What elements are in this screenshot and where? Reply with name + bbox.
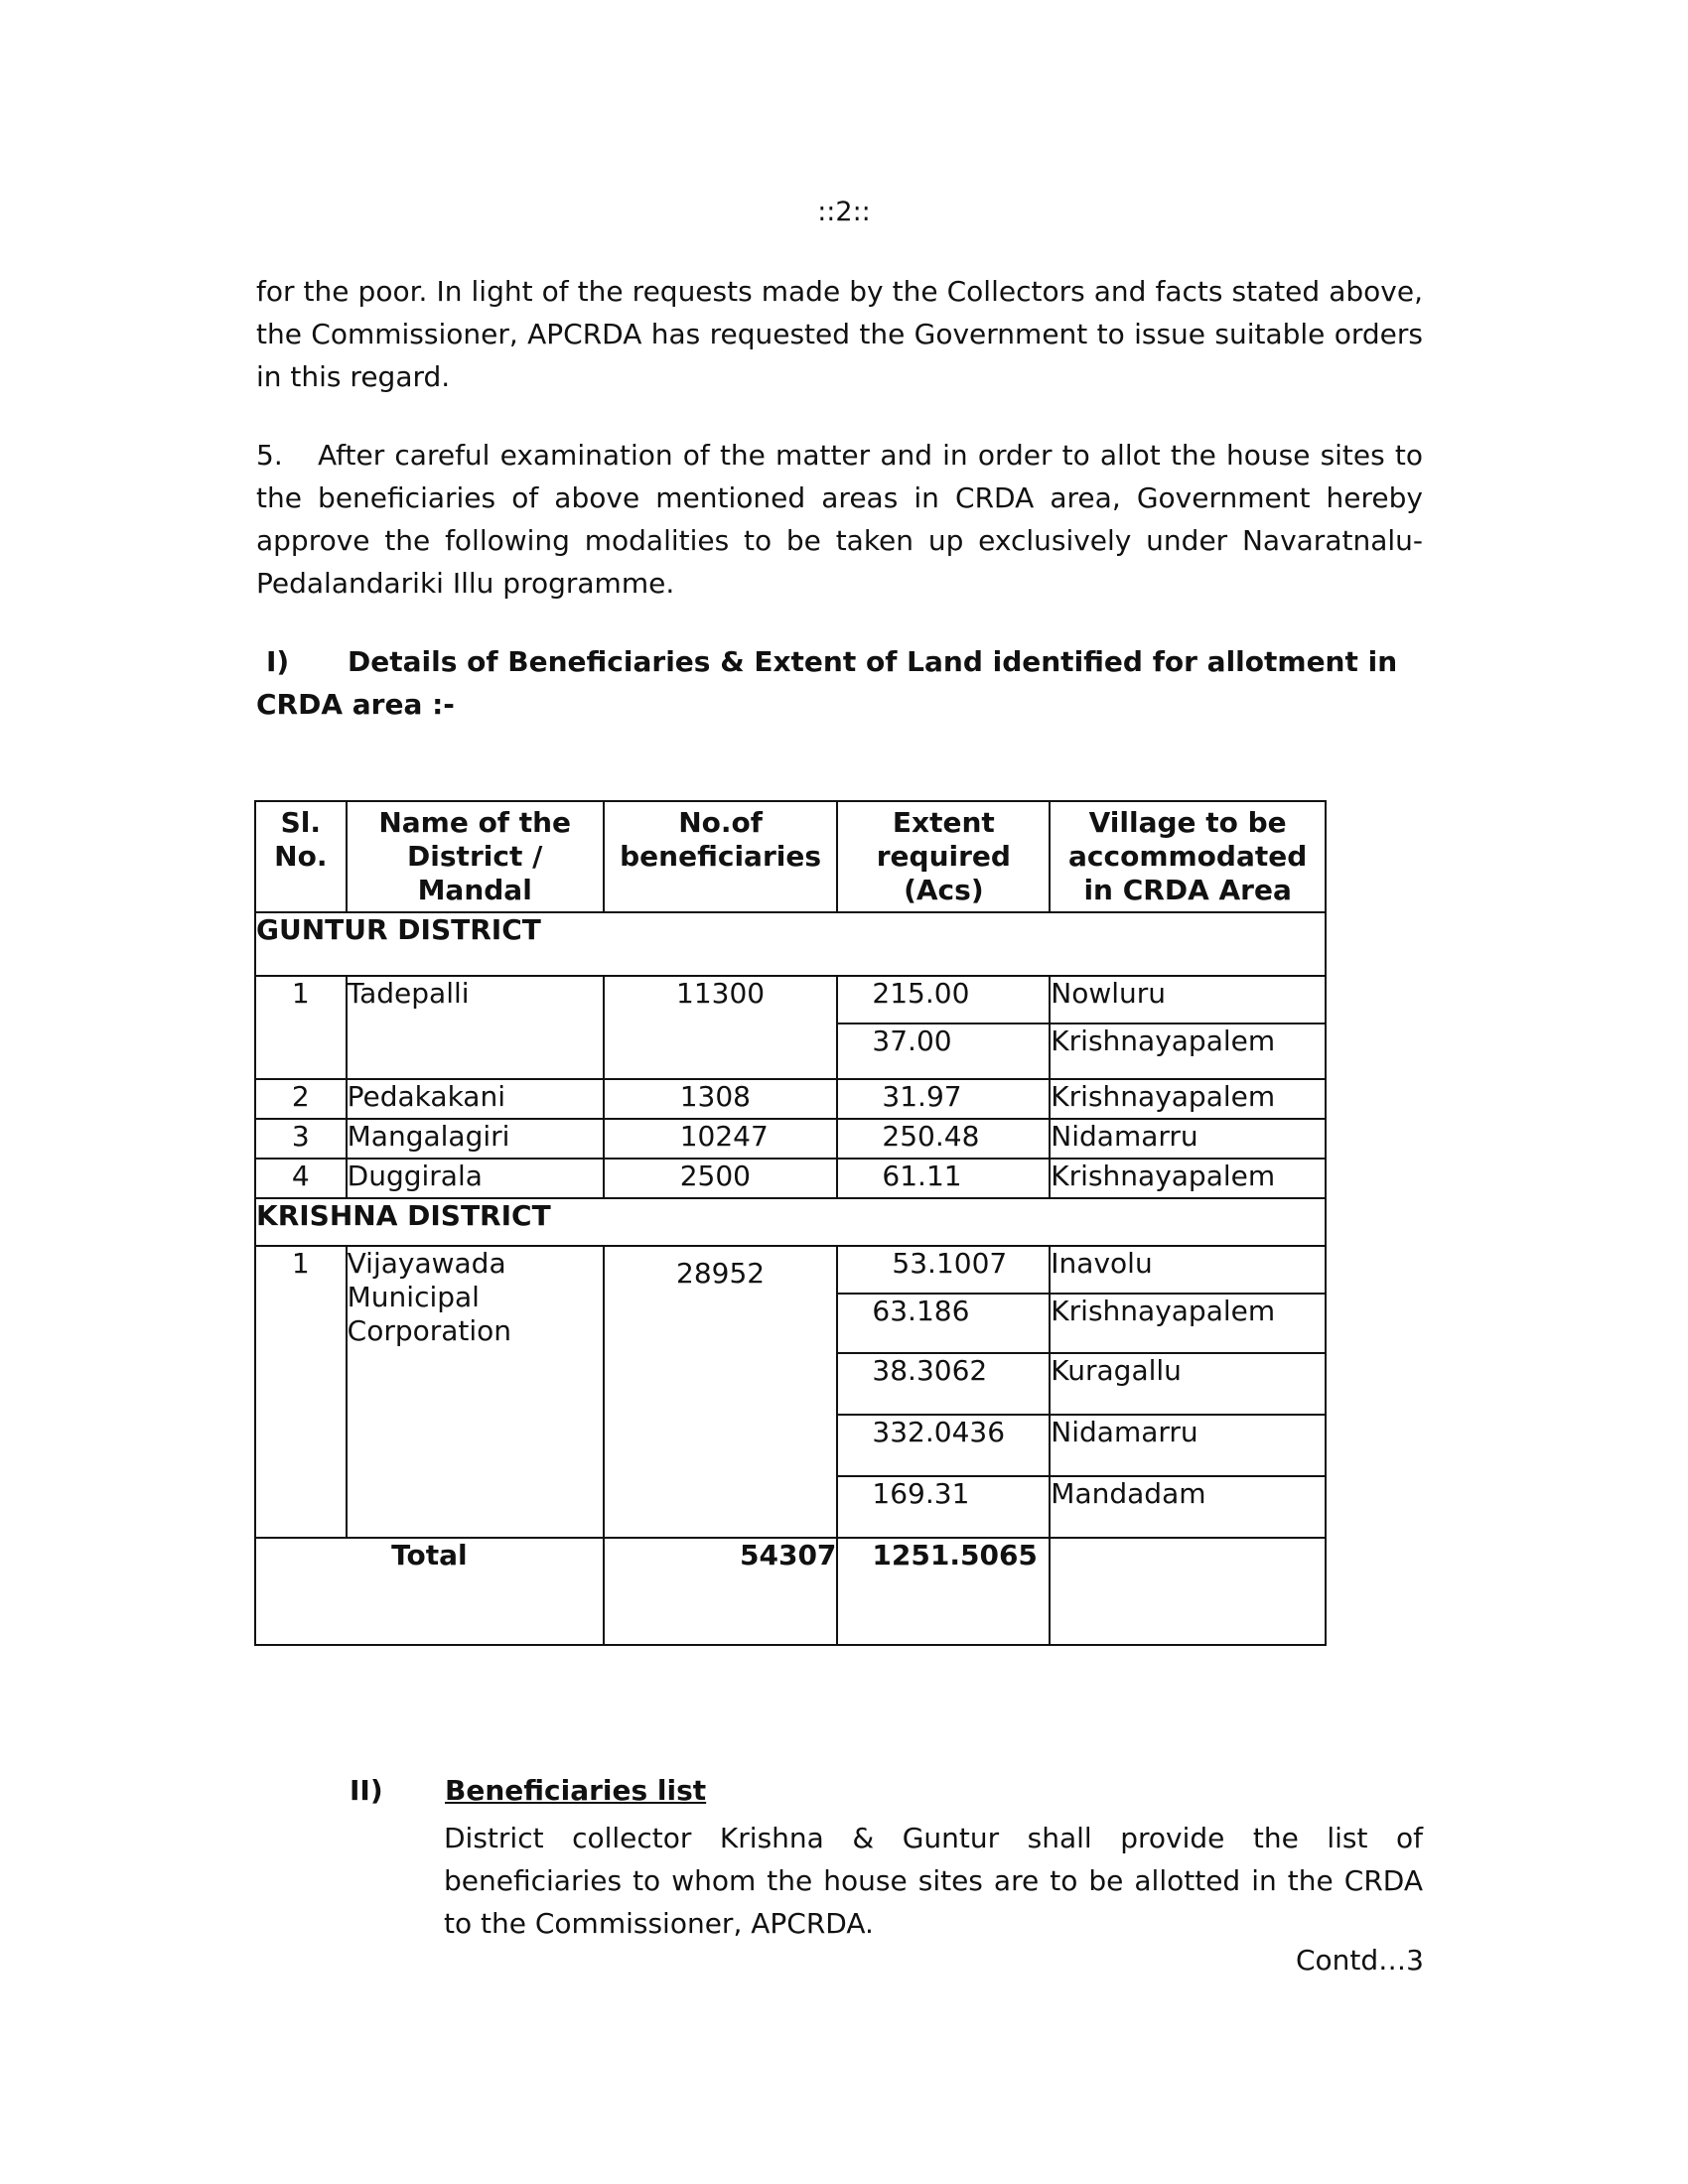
cell-beneficiaries: 28952 — [604, 1246, 838, 1538]
paragraph-continued: for the poor. In light of the requests made by the Collectors and facts stated above, the Commissioner, APCRDA has requested the Government to issue suitable orders in this regard. — [256, 275, 1423, 393]
cell-village: Nidamarru — [1050, 1415, 1326, 1476]
cell-name: Pedakakani — [347, 1079, 604, 1119]
table-header-row — [255, 801, 1326, 912]
paragraph-5-number: 5. — [256, 439, 283, 472]
cell-village: Nowluru — [1050, 976, 1326, 1024]
header-extent: Extent required (Acs) — [837, 801, 1050, 912]
cell-village: Krishnayapalem — [1050, 1294, 1326, 1353]
cell-extent: 250.48 — [837, 1119, 1050, 1159]
cell-extent: 61.11 — [837, 1159, 1050, 1198]
header-sl: Sl. No. — [255, 801, 347, 912]
cell-village: Inavolu — [1050, 1246, 1326, 1294]
page-number: ::2:: — [817, 197, 871, 227]
district-label: GUNTUR DISTRICT — [255, 912, 1326, 976]
cell-beneficiaries: 11300 — [604, 976, 838, 1079]
cell-village: Krishnayapalem — [1050, 1159, 1326, 1198]
allotment-table — [254, 800, 1327, 1646]
cell-village: Mandadam — [1050, 1476, 1326, 1538]
cell-extent: 215.00 — [837, 976, 1050, 1024]
cell-name: Tadepalli — [347, 976, 604, 1079]
cell-village: Krishnayapalem — [1050, 1024, 1326, 1079]
header-beneficiaries: No.of beneficiaries — [604, 801, 838, 912]
section-2-number: II) — [350, 1774, 383, 1807]
cell-extent: 332.0436 — [837, 1415, 1050, 1476]
cell-sl: 3 — [255, 1119, 347, 1159]
cell-extent: 31.97 — [837, 1079, 1050, 1119]
cell-village: Krishnayapalem — [1050, 1079, 1326, 1119]
cell-extent: 38.3062 — [837, 1353, 1050, 1415]
cell-extent: 63.186 — [837, 1294, 1050, 1353]
cell-beneficiaries: 10247 — [604, 1119, 838, 1159]
cell-sl: 1 — [255, 976, 347, 1079]
cell-extent: 37.00 — [837, 1024, 1050, 1079]
header-name: Name of the District / Mandal — [347, 801, 604, 912]
cell-village: Nidamarru — [1050, 1119, 1326, 1159]
section-1-title: Details of Beneficiaries & Extent of Land identified for allotment in CRDA area :- — [256, 645, 1398, 721]
section-2-text: District collector Krishna & Guntur shall provide the list of beneficiaries to whom the house sites are to be allotted in the CRDA to the Commissioner, APCRDA. — [444, 1822, 1423, 1940]
table-row — [255, 1119, 1326, 1159]
table-row — [255, 976, 1326, 1024]
section-2-heading — [350, 1774, 706, 1807]
cell-name: Vijayawada Municipal Corporation — [347, 1246, 604, 1538]
total-extent: 1251.5065 — [837, 1538, 1050, 1645]
total-label: Total — [255, 1538, 604, 1645]
total-village-empty — [1050, 1538, 1326, 1645]
cell-extent: 169.31 — [837, 1476, 1050, 1538]
district-row-krishna — [255, 1198, 1326, 1246]
cell-name: Mangalagiri — [347, 1119, 604, 1159]
table-row — [255, 1246, 1326, 1294]
section-1-heading — [256, 640, 1423, 726]
cell-beneficiaries: 1308 — [604, 1079, 838, 1119]
paragraph-5-text: After careful examination of the matter and in order to allot the house sites to the beneficiaries of above mentioned areas in CRDA area, Government hereby approve the following modalities to be taken up exclusively under Navaratnalu-Pedalandariki Illu programme. — [256, 439, 1423, 600]
contd-note: Contd…3 — [1296, 1944, 1424, 1977]
header-village: Village to be accommodated in CRDA Area — [1050, 801, 1326, 912]
paragraph-5 — [256, 434, 1423, 605]
cell-sl: 1 — [255, 1246, 347, 1538]
cell-sl: 4 — [255, 1159, 347, 1198]
cell-beneficiaries: 2500 — [604, 1159, 838, 1198]
section-1-number: I) — [266, 645, 290, 678]
cell-name: Duggirala — [347, 1159, 604, 1198]
total-beneficiaries: 54307 — [604, 1538, 838, 1645]
district-row-guntur — [255, 912, 1326, 976]
table-row — [255, 1079, 1326, 1119]
total-row — [255, 1538, 1326, 1645]
district-label: KRISHNA DISTRICT — [255, 1198, 1326, 1246]
cell-sl: 2 — [255, 1079, 347, 1119]
section-2-title: Beneficiaries list — [445, 1774, 707, 1807]
cell-extent: 53.1007 — [837, 1246, 1050, 1294]
table-row — [255, 1159, 1326, 1198]
cell-village: Kuragallu — [1050, 1353, 1326, 1415]
